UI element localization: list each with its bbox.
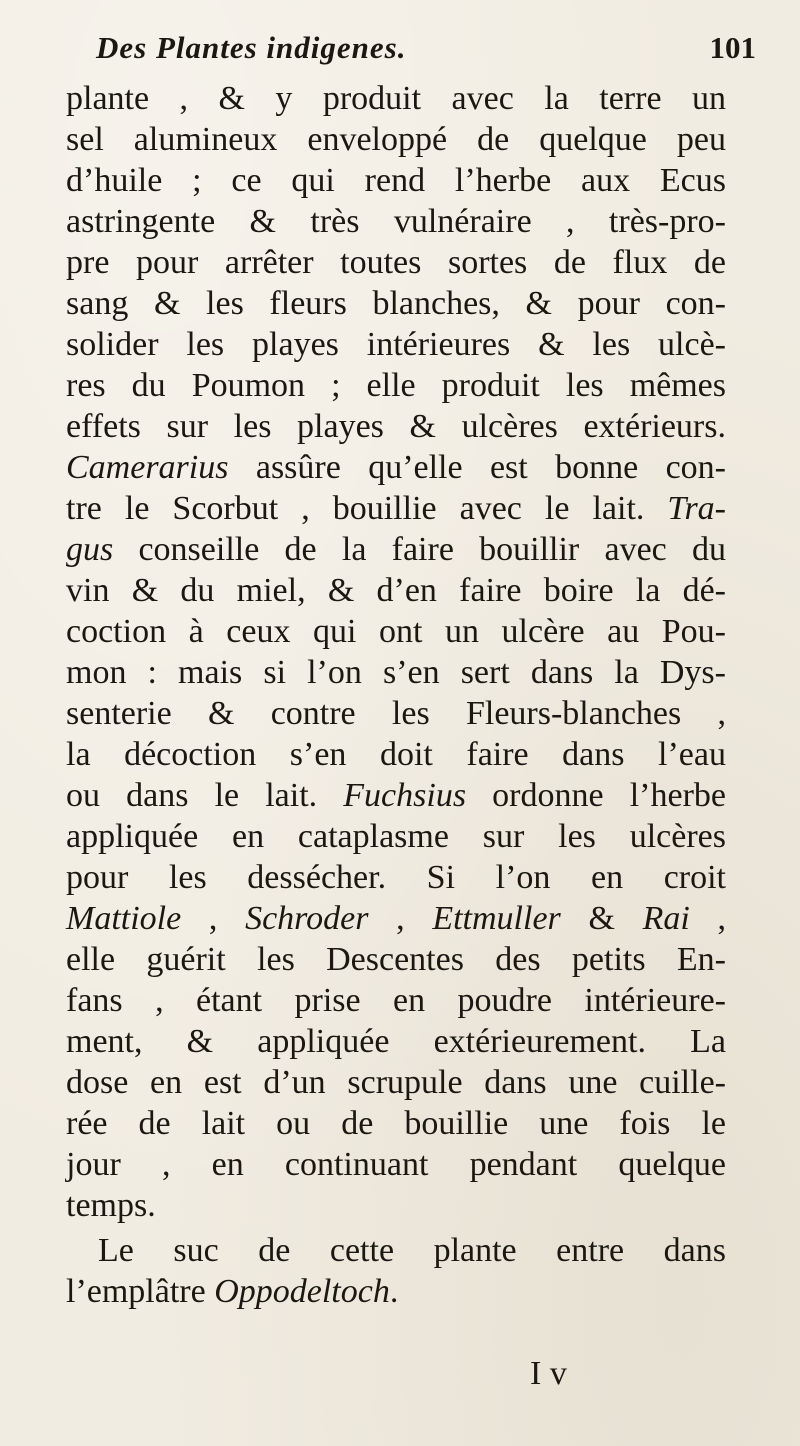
text-run: jour , en continuant pendant quelque: [66, 1146, 726, 1183]
text-run: ou dans le lait.: [66, 777, 344, 814]
signature-mark: I v: [530, 1355, 567, 1392]
text-run: pour les dessécher. Si l’on en croit: [66, 859, 726, 896]
text-line: [66, 1185, 726, 1226]
text-line: [66, 488, 726, 529]
text-run: plante , & y produit avec la terre un: [66, 80, 726, 117]
italic-name: Schroder: [245, 900, 369, 937]
text-line: [66, 119, 726, 160]
running-title: Des Plantes indigenes.: [96, 30, 407, 65]
text-line: [66, 857, 726, 898]
running-head: [96, 24, 756, 72]
text-line: [66, 78, 726, 119]
text-line: [66, 775, 726, 816]
text-run: effets sur les playes & ulcères extérieurs.: [66, 408, 726, 445]
text-line: [66, 734, 726, 775]
text-run: dose en est d’un scrupule dans une cuille-: [66, 1064, 726, 1101]
text-run: ,: [368, 900, 433, 937]
text-run: assûre qu’elle est bonne con-: [228, 449, 726, 486]
italic-name: Tra-: [667, 490, 726, 527]
text-run: sang & les fleurs blanches, & pour con-: [66, 285, 726, 322]
text-run: fans , étant prise en poudre intérieure-: [66, 982, 726, 1019]
italic-name: Oppodeltoch: [214, 1273, 390, 1310]
text-line: [66, 365, 726, 406]
italic-name: Rai: [642, 900, 690, 937]
italic-name: Fuchsius: [343, 777, 467, 814]
text-line: [98, 1230, 726, 1271]
text-run: mon : mais si l’on s’en sert dans la Dys-: [66, 654, 726, 691]
page-number: 101: [709, 30, 756, 65]
text-run: &: [560, 900, 643, 937]
text-line: [66, 1021, 726, 1062]
text-run: ,: [689, 900, 727, 937]
text-line: [66, 201, 726, 242]
text-line: [66, 406, 726, 447]
text-line: [66, 939, 726, 980]
text-run: l’emplâtre: [66, 1273, 215, 1310]
text-line: [66, 283, 726, 324]
text-run: astringente & très vulnéraire , très-pro-: [66, 203, 726, 240]
italic-name: gus: [66, 531, 114, 568]
text-line: [66, 816, 726, 857]
text-run: ordonne l’herbe: [466, 777, 726, 814]
text-line: [66, 980, 726, 1021]
text-run: senterie & contre les Fleurs-blanches ,: [66, 695, 726, 732]
text-run: conseille de la faire bouillir avec du: [113, 531, 726, 568]
text-run: res du Poumon ; elle produit les mêmes: [66, 367, 726, 404]
text-run: coction à ceux qui ont un ulcère au Pou-: [66, 613, 726, 650]
text-run: vin & du miel, & d’en faire boire la dé-: [66, 572, 726, 609]
text-run: la décoction s’en doit faire dans l’eau: [66, 736, 726, 773]
text-run: sel alumineux enveloppé de quelque peu: [66, 121, 726, 158]
text-run: temps.: [66, 1187, 156, 1224]
text-run: elle guérit les Descentes des petits En-: [66, 941, 726, 978]
text-line: [66, 529, 726, 570]
italic-name: Mattiole: [66, 900, 182, 937]
text-run: Le suc de cette plante entre dans: [98, 1232, 726, 1269]
text-line: [66, 693, 726, 734]
text-run: ment, & appliquée extérieurement. La: [66, 1023, 726, 1060]
text-run: solider les playes intérieures & les ulcè-: [66, 326, 726, 363]
text-line: [66, 898, 726, 939]
text-run: d’huile ; ce qui rend l’herbe aux Ecus: [66, 162, 726, 199]
text-run: rée de lait ou de bouillie une fois le: [66, 1105, 726, 1142]
text-line: [66, 611, 726, 652]
text-line: [66, 570, 726, 611]
text-line: [66, 1271, 726, 1312]
text-line: [66, 242, 726, 283]
text-run: appliquée en cataplasme sur les ulcères: [66, 818, 726, 855]
text-line: [66, 652, 726, 693]
text-run: .: [389, 1273, 399, 1310]
text-line: [66, 447, 726, 488]
text-line: [66, 1062, 726, 1103]
italic-name: Camerarius: [66, 449, 229, 486]
text-run: pre pour arrêter toutes sortes de flux de: [66, 244, 726, 281]
text-run: ,: [181, 900, 246, 937]
text-line: [66, 324, 726, 365]
text-line: [66, 1103, 726, 1144]
text-line: [66, 160, 726, 201]
italic-name: Ettmuller: [432, 900, 561, 937]
text-run: tre le Scorbut , bouillie avec le lait.: [66, 490, 668, 527]
text-line: [66, 1144, 726, 1185]
